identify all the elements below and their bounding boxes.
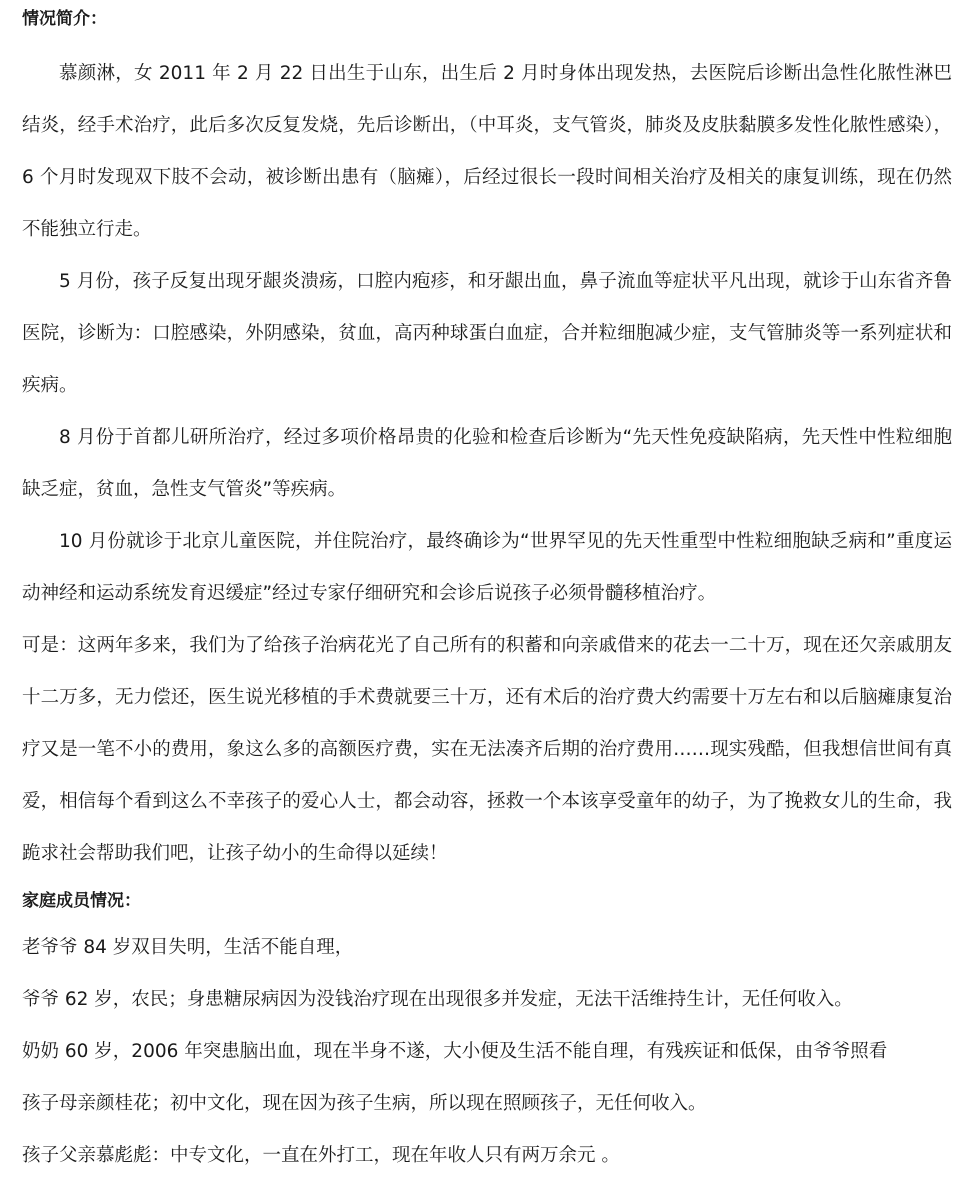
document-body xyxy=(22,6,952,1182)
intro-paragraph-birth: 慕颜淋，女 2011 年 2 月 22 日出生于山东，出生后 2 月时身体出现发热，去医院后诊断出急性化脓性淋巴结炎，经手术治疗，此后多次反复发烧，先后诊断出，（中耳炎，支气管炎，肺炎及皮肤黏膜多发性化脓性感染），6 个月时发现双下肢不会动，被诊断出患有（脑瘫），后经过很长一段时间相关治疗及相关的康复训练，现在仍然不能独立行走。 xyxy=(22,63,952,240)
family-member-great-grandfather: 老爷爷 84 岁双目失明，生活不能自理， xyxy=(22,937,354,958)
family-heading: 家庭成员情况： xyxy=(22,891,141,911)
family-member-father: 孩子父亲慕彪彪：中专文化，一直在外打工，现在年收人只有两万余元 。 xyxy=(22,1145,620,1166)
intro-paragraph-may: 5 月份，孩子反复出现牙龈炎溃疡，口腔内疱疹，和牙龈出血，鼻子流血等症状平凡出现，就诊于山东省齐鲁医院，诊断为：口腔感染，外阴感染，贫血，高丙种球蛋白血症，合并粒细胞减少症，支气管肺炎等一系列症状和疾病。 xyxy=(22,271,952,396)
intro-heading: 情况简介： xyxy=(22,9,107,29)
intro-paragraph-august: 8 月份于首都儿研所治疗，经过多项价格昂贵的化验和检查后诊断为“先天性免疫缺陷病，先天性中性粒细胞缺乏症，贫血，急性支气管炎”等疾病。 xyxy=(22,427,952,500)
family-member-mother: 孩子母亲颜桂花；初中文化，现在因为孩子生病，所以现在照顾孩子，无任何收入。 xyxy=(22,1093,707,1114)
family-member-grandmother: 奶奶 60 岁，2006 年突患脑出血，现在半身不遂，大小便及生活不能自理，有残疾证和低保，由爷爷照看 xyxy=(22,1041,888,1062)
family-member-grandfather: 爷爷 62 岁，农民；身患糖尿病因为没钱治疗现在出现很多并发症，无法干活维持生计，无任何收入。 xyxy=(22,989,853,1010)
appeal-paragraph: 可是：这两年多来，我们为了给孩子治病花光了自己所有的积蓄和向亲戚借来的花去一二十万，现在还欠亲戚朋友十二万多，无力偿还，医生说光移植的手术费就要三十万，还有术后的治疗费大约需要十万左右和以后脑瘫康复治疗又是一笔不小的费用，象这么多的高额医疗费，实在无法凑齐后期的治疗费用……现实残酷，但我想信世间有真爱，相信每个看到这么不幸孩子的爱心人士，都会动容，拯救一个本该享受童年的幼子，为了挽救女儿的生命，我跪求社会帮助我们吧，让孩子幼小的生命得以延续！ xyxy=(22,635,952,864)
intro-paragraph-october: 10 月份就诊于北京儿童医院，并住院治疗，最终确诊为“世界罕见的先天性重型中性粒细胞缺乏病和”重度运动神经和运动系统发育迟缓症”经过专家仔细研究和会诊后说孩子必须骨髓移植治疗。 xyxy=(22,531,952,604)
